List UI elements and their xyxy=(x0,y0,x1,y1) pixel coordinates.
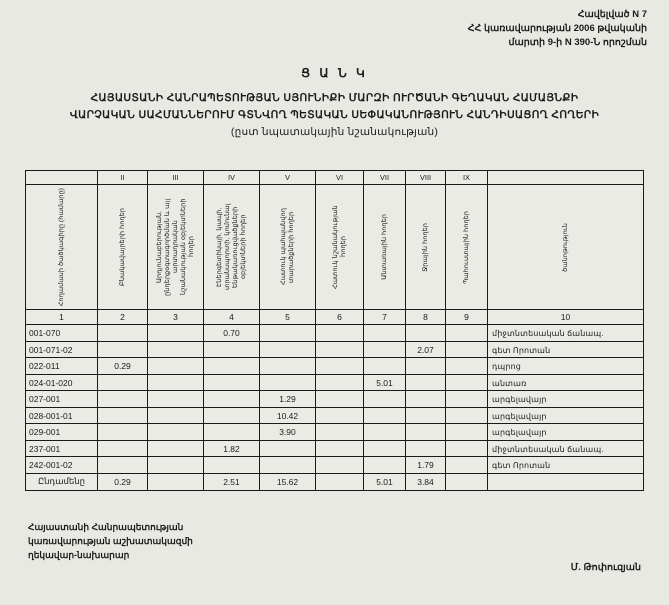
signer-name: Մ. Թոփուզյան xyxy=(570,562,641,573)
cell-industry xyxy=(148,341,204,358)
cell-note: միջտնտեսական ճանապ. xyxy=(488,325,644,342)
cell-reserve xyxy=(446,325,488,342)
cell-settlement xyxy=(98,391,148,408)
cell-energy xyxy=(204,407,260,424)
cell-code: 024-01-020 xyxy=(26,374,98,391)
num-cell-10: 10 xyxy=(488,310,644,325)
cell-code: 237-001 xyxy=(26,440,98,457)
page-title: Ց Ա Ն Կ xyxy=(301,66,368,80)
cell-protected xyxy=(260,457,316,474)
cell-settlement xyxy=(98,325,148,342)
cell-note: գետ Որոտան xyxy=(488,341,644,358)
document-subtitle xyxy=(0,90,669,141)
cell-industry xyxy=(148,407,204,424)
cell-forest xyxy=(364,407,406,424)
cell-settlement xyxy=(98,424,148,441)
cell-water xyxy=(406,358,446,375)
cell-forest xyxy=(364,325,406,342)
column-header-energy xyxy=(204,185,260,310)
cell-code: 028-001-01 xyxy=(26,407,98,424)
cell-reserve xyxy=(446,374,488,391)
cell-water: 1.79 xyxy=(406,457,446,474)
total-energy: 2.51 xyxy=(204,473,260,490)
subtitle-line-1: ՀԱՅԱՍՏԱՆԻ ՀԱՆՐԱՊԵՏՈՒԹՅԱՆ ՍՅՈՒՆԻՔԻ ՄԱՐԶԻ ՈՒՐԾԱՆԻ ԳԵՂԱԿԱՆ ՀԱՄԱՅՆՔԻ xyxy=(90,92,579,104)
cell-forest: 5.01 xyxy=(364,374,406,391)
cell-special xyxy=(316,358,364,375)
cell-settlement xyxy=(98,457,148,474)
roman-cell-5: V xyxy=(260,171,316,185)
cell-water xyxy=(406,407,446,424)
cell-code: 001-070 xyxy=(26,325,98,342)
roman-cell-3: III xyxy=(148,171,204,185)
cell-settlement: 0.29 xyxy=(98,358,148,375)
column-header-industry xyxy=(148,185,204,310)
cell-code: 242-001-02 xyxy=(26,457,98,474)
cell-water xyxy=(406,325,446,342)
column-header-settlement xyxy=(98,185,148,310)
cell-energy xyxy=(204,457,260,474)
cell-energy xyxy=(204,341,260,358)
num-cell-8: 8 xyxy=(406,310,446,325)
table-row xyxy=(26,374,644,391)
header-line-2: ՀՀ կառավարության 2006 թվականի xyxy=(467,23,647,34)
cell-code: 001-071-02 xyxy=(26,341,98,358)
footer-line-3: ղեկավար-նախարար xyxy=(28,550,130,560)
cell-industry xyxy=(148,457,204,474)
cell-energy: 1.82 xyxy=(204,440,260,457)
cell-protected: 10.42 xyxy=(260,407,316,424)
document-header xyxy=(468,8,647,50)
cell-note: արգելավայր xyxy=(488,407,644,424)
roman-cell-2: II xyxy=(98,171,148,185)
cell-special xyxy=(316,440,364,457)
signature-block xyxy=(28,520,193,562)
cell-forest xyxy=(364,457,406,474)
cell-note: դպրոց xyxy=(488,358,644,375)
column-header-code-label: Հողամասի ծածկագիրը (համարը) xyxy=(57,188,65,307)
cell-water xyxy=(406,391,446,408)
total-water: 3.84 xyxy=(406,473,446,490)
cell-protected xyxy=(260,374,316,391)
cell-reserve xyxy=(446,440,488,457)
cell-settlement xyxy=(98,341,148,358)
total-label: Ընդամենը xyxy=(26,473,98,490)
cell-water: 2.07 xyxy=(406,341,446,358)
cell-forest xyxy=(364,341,406,358)
cell-code: 029-001 xyxy=(26,424,98,441)
column-header-forest xyxy=(364,185,406,310)
cell-special xyxy=(316,424,364,441)
column-header-special-label: Հատուկ նշանակության հողեր xyxy=(331,205,347,289)
num-cell-1: 1 xyxy=(26,310,98,325)
header-line-1: Հավելված N 7 xyxy=(577,9,647,20)
num-cell-2: 2 xyxy=(98,310,148,325)
cell-note: գետ Որոտան xyxy=(488,457,644,474)
table-row xyxy=(26,457,644,474)
cell-reserve xyxy=(446,457,488,474)
subtitle-line-3: (ըստ նպատակային նշանակության) xyxy=(230,126,439,138)
num-cell-6: 6 xyxy=(316,310,364,325)
footer-line-2: կառավարության աշխատակազմի xyxy=(28,536,193,546)
cell-protected: 1.29 xyxy=(260,391,316,408)
table-roman-row xyxy=(26,171,644,185)
total-special xyxy=(316,473,364,490)
total-protected: 15.62 xyxy=(260,473,316,490)
cell-special xyxy=(316,374,364,391)
roman-cell-6: VI xyxy=(316,171,364,185)
cell-reserve xyxy=(446,407,488,424)
roman-cell-10 xyxy=(488,171,644,185)
total-note xyxy=(488,473,644,490)
cell-note: անտառ xyxy=(488,374,644,391)
table-row xyxy=(26,325,644,342)
cell-industry xyxy=(148,424,204,441)
column-header-note-label: ծանոթություն xyxy=(561,222,569,272)
cell-settlement xyxy=(98,440,148,457)
column-header-protected-label: Հատուկ պահպանվող տարածքների հողեր xyxy=(279,208,295,286)
cell-forest xyxy=(364,358,406,375)
num-cell-3: 3 xyxy=(148,310,204,325)
roman-cell-4: IV xyxy=(204,171,260,185)
cell-energy: 0.70 xyxy=(204,325,260,342)
cell-forest xyxy=(364,424,406,441)
cell-protected: 3.90 xyxy=(260,424,316,441)
cell-forest xyxy=(364,391,406,408)
cell-settlement xyxy=(98,374,148,391)
column-header-protected xyxy=(260,185,316,310)
cell-industry xyxy=(148,325,204,342)
cell-energy xyxy=(204,358,260,375)
cell-reserve xyxy=(446,358,488,375)
cell-industry xyxy=(148,391,204,408)
cell-special xyxy=(316,407,364,424)
cell-special xyxy=(316,391,364,408)
cell-note: միջտնտեսական ճանապ. xyxy=(488,440,644,457)
cell-energy xyxy=(204,391,260,408)
table-header-row xyxy=(26,185,644,310)
column-header-note xyxy=(488,185,644,310)
cell-water xyxy=(406,374,446,391)
cell-special xyxy=(316,457,364,474)
table-row xyxy=(26,358,644,375)
land-table xyxy=(25,170,644,491)
column-header-industry-label: Արդյունաբերության, ընդերքօգտագործման և այլ արտադրական նշանակության օբյեկտների հողեր xyxy=(155,198,195,296)
cell-settlement xyxy=(98,407,148,424)
subtitle-line-2: ՎԱՐՉԱԿԱՆ ՍԱՀՄԱՆՆԵՐՈՒՄ ԳՏՆՎՈՂ ՊԵՏԱԿԱՆ ՍԵՓԱԿԱՆՈՒԹՅՈՒՆ ՀԱՆԴԻՍԱՑՈՂ ՀՈՂԵՐԻ xyxy=(69,109,600,121)
cell-protected xyxy=(260,358,316,375)
cell-special xyxy=(316,341,364,358)
header-line-3: մարտի 9-ի N 390-Ն որոշման xyxy=(508,37,647,48)
table-row xyxy=(26,440,644,457)
roman-cell-8: VIII xyxy=(406,171,446,185)
num-cell-9: 9 xyxy=(446,310,488,325)
footer-line-1: Հայաստանի Հանրապետության xyxy=(28,522,184,532)
cell-industry xyxy=(148,374,204,391)
cell-energy xyxy=(204,374,260,391)
table-row xyxy=(26,424,644,441)
num-cell-5: 5 xyxy=(260,310,316,325)
cell-reserve xyxy=(446,341,488,358)
cell-protected xyxy=(260,341,316,358)
cell-code: 027-001 xyxy=(26,391,98,408)
cell-energy xyxy=(204,424,260,441)
cell-reserve xyxy=(446,424,488,441)
column-header-settlement-label: Բնակավայրերի հողեր xyxy=(118,208,126,287)
cell-industry xyxy=(148,358,204,375)
column-header-code xyxy=(26,185,98,310)
total-forest: 5.01 xyxy=(364,473,406,490)
column-header-reserve xyxy=(446,185,488,310)
cell-protected xyxy=(260,325,316,342)
cell-forest xyxy=(364,440,406,457)
cell-note: արգելավայր xyxy=(488,424,644,441)
num-cell-7: 7 xyxy=(364,310,406,325)
table-row xyxy=(26,407,644,424)
total-settlement: 0.29 xyxy=(98,473,148,490)
cell-protected xyxy=(260,440,316,457)
table-number-row xyxy=(26,310,644,325)
column-header-reserve-label: Պահուստային հողեր xyxy=(462,210,470,284)
column-header-forest-label: Անտառային հողեր xyxy=(380,214,388,280)
table-total-row xyxy=(26,473,644,490)
column-header-special xyxy=(316,185,364,310)
column-header-energy-label: Էներգետիկայի, կապի, տրանսպորտի, կոմունալ ենթակառուցվածքների օբյեկտների հողեր xyxy=(215,203,247,291)
cell-note: արգելավայր xyxy=(488,391,644,408)
cell-water xyxy=(406,440,446,457)
cell-industry xyxy=(148,440,204,457)
column-header-water-label: Ջրային հողեր xyxy=(421,222,429,272)
cell-code: 022-011 xyxy=(26,358,98,375)
cell-special xyxy=(316,325,364,342)
total-industry xyxy=(148,473,204,490)
roman-cell-9: IX xyxy=(446,171,488,185)
roman-cell-7: VII xyxy=(364,171,406,185)
num-cell-4: 4 xyxy=(204,310,260,325)
table-row xyxy=(26,341,644,358)
column-header-water xyxy=(406,185,446,310)
total-reserve xyxy=(446,473,488,490)
roman-cell-1 xyxy=(26,171,98,185)
cell-reserve xyxy=(446,391,488,408)
cell-water xyxy=(406,424,446,441)
table-row xyxy=(26,391,644,408)
